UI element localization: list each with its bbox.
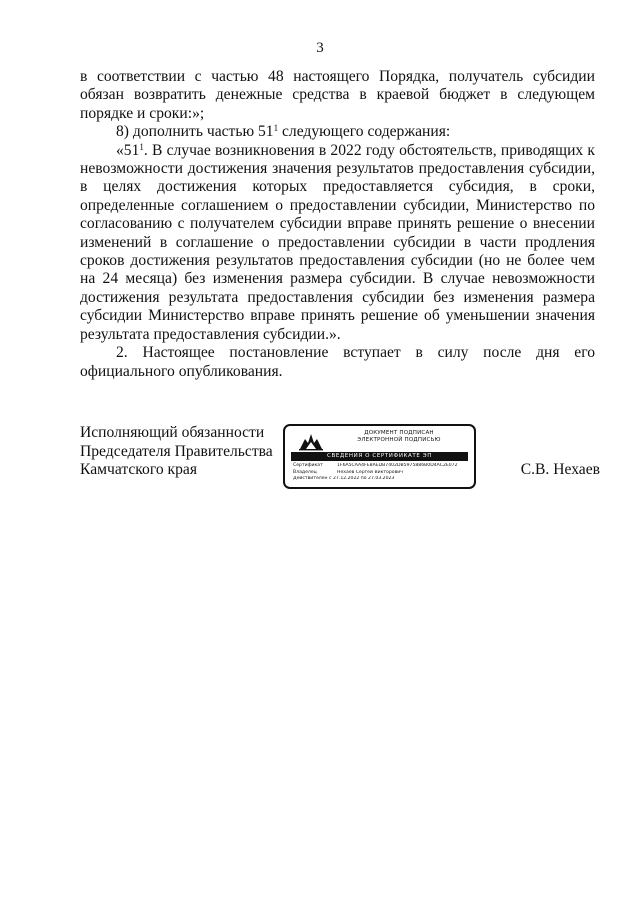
stamp-certificate-header: СВЕДЕНИЯ О СЕРТИФИКАТЕ ЭП bbox=[291, 452, 468, 461]
stamp-owner-key: Владелец bbox=[293, 469, 317, 475]
stamp-owner-value: Нехаев Сергей Викторович bbox=[337, 469, 403, 475]
stamp-row bbox=[293, 470, 469, 477]
stamp-title-line-1: ДОКУМЕНТ ПОДПИСАН bbox=[364, 430, 434, 436]
stamp-validity: Действителен с 27.12.2022 по 27.03.2023 bbox=[293, 476, 395, 482]
signer-position-line-3: Камчатского края bbox=[80, 461, 198, 479]
electronic-signature-stamp bbox=[283, 424, 476, 489]
paragraph-3-text: «51 bbox=[116, 141, 140, 159]
signer-position-line-1: Исполняющий обязанности bbox=[80, 424, 265, 441]
document-body bbox=[80, 68, 595, 381]
coat-of-arms-icon bbox=[297, 431, 325, 451]
superscript: 1 bbox=[139, 141, 144, 152]
signer-position bbox=[80, 424, 273, 480]
paragraph-1: в соответствии с частью 48 настоящего Порядка, получатель субсидии обязан возвратить денежные средства в краевой бюджет в следующем порядке и сроки:»; bbox=[80, 68, 595, 122]
paragraph-2-text-end: следующего содержания: bbox=[278, 123, 451, 141]
stamp-row bbox=[293, 476, 469, 483]
signer-name: С.В. Нехаев bbox=[520, 461, 600, 478]
stamp-title-line-2: ЭЛЕКТРОННОЙ ПОДПИСЬЮ bbox=[357, 437, 441, 443]
paragraph-3-text-end: . В случае возникновения в 2022 году обстоятельств, приводящих к невозможности достижения значения результатов предоставления субсидии, в целях достижения которых предоставляется субсидия, в сроки, определенные соглашением о предоставлении субсидии, Министерство по согласованию с получателем субсидии вправе принять решение о внесении изменений в соглашение о предоставлении субсидии в части продления сроков достижения результатов предоставления субсидии (но не более чем на 24 месяца) без изменения размера субсидии. В случае невозможности достижения результата предоставления субсидии без изменения размера субсидии Министерство вправе принять решение об уменьшении значения результата предоставления субсидии.». bbox=[80, 141, 595, 343]
stamp-certificate-details bbox=[293, 463, 469, 483]
paragraph-2 bbox=[80, 123, 595, 141]
stamp-certificate-value: 1F6A5CAA4FE8AEDB7402DB5975886B0D4AC2E072 bbox=[337, 463, 458, 468]
signer-position-line-2: Председателя Правительства bbox=[80, 442, 273, 460]
stamp-certificate-key: Сертификат bbox=[293, 463, 323, 468]
superscript: 1 bbox=[273, 123, 279, 134]
paragraph-4: 2. Настоящее постановление вступает в силу после дня его официального опубликования. bbox=[80, 344, 595, 380]
stamp-title bbox=[329, 430, 469, 444]
paragraph-3 bbox=[80, 142, 595, 344]
stamp-row bbox=[293, 463, 469, 470]
paragraph-2-text: 8) дополнить частью 51 bbox=[116, 123, 274, 141]
page-number: 3 bbox=[316, 40, 324, 56]
